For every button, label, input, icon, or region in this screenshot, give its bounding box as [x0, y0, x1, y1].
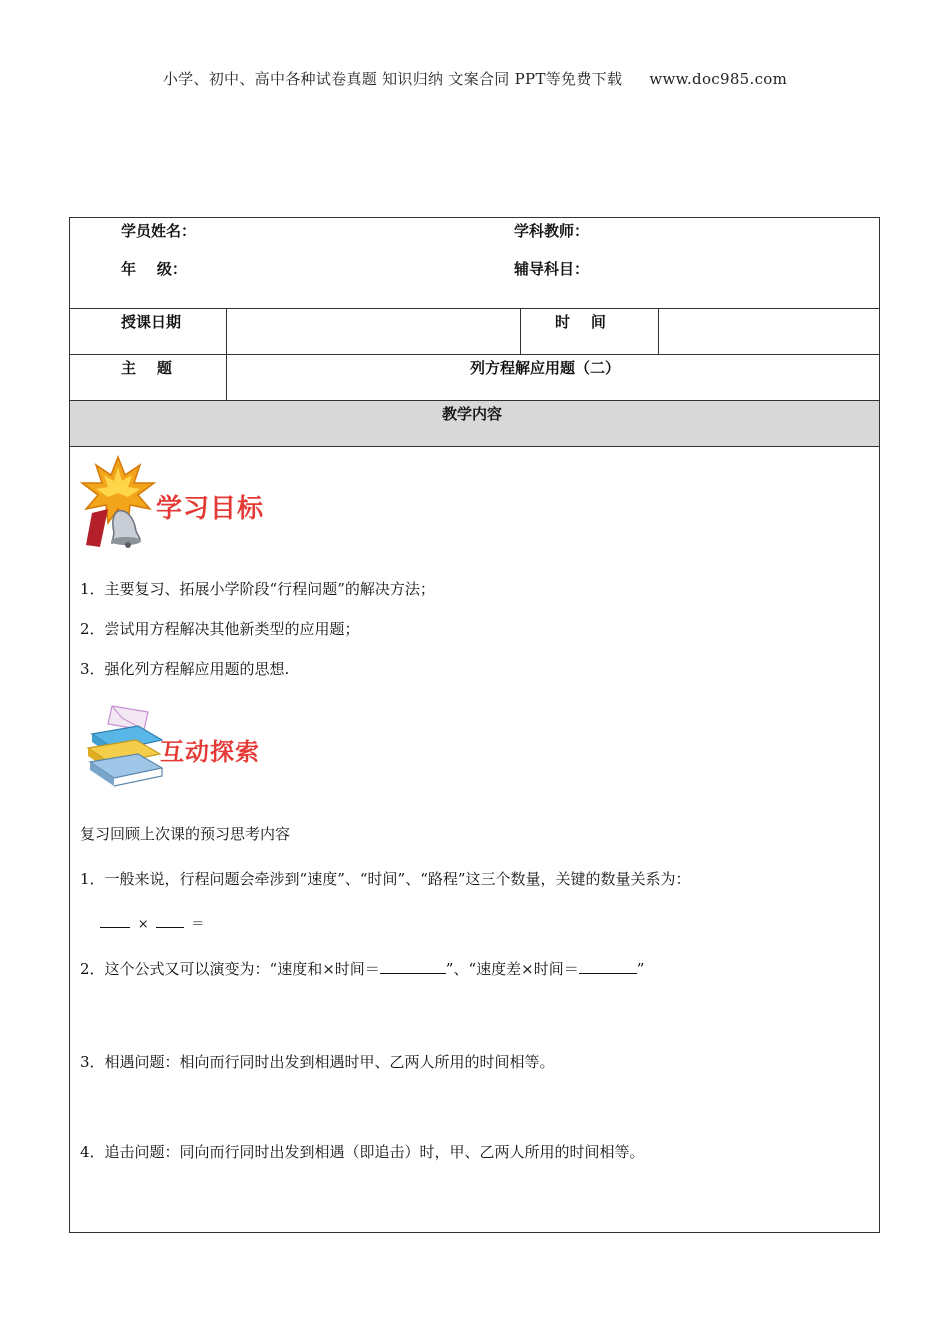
topic-value: 列方程解应用题（二）	[470, 359, 621, 377]
answer-blank[interactable]	[380, 961, 446, 974]
topic-row	[70, 355, 879, 401]
divider	[520, 309, 521, 354]
page-header	[0, 68, 950, 89]
divider	[226, 309, 227, 354]
grade-label: 年 级：	[121, 260, 187, 278]
answer-blank[interactable]	[156, 915, 184, 928]
books-icon	[78, 700, 170, 792]
question-2-part-b: ”、“速度差×时间＝	[445, 960, 579, 978]
explore-title: 互动探索	[160, 738, 260, 766]
teacher-label: 学科教师：	[514, 222, 590, 240]
divider	[226, 355, 227, 400]
subject-label: 辅导科目：	[514, 260, 590, 278]
header-site-text: 小学、初中、高中各种试卷真题 知识归纳 文案合同 PPT等免费下载	[162, 70, 623, 88]
times-sign: ×	[137, 917, 149, 932]
goals-title: 学习目标	[156, 494, 265, 524]
answer-blank[interactable]	[579, 961, 637, 974]
question-3: 3．相遇问题：相向而行同时出发到相遇时甲、乙两人所用的时间相等。	[80, 1053, 555, 1071]
header-url[interactable]: www.doc985.com	[649, 70, 788, 88]
content-header: 教学内容	[442, 405, 503, 423]
goal-item: 2．尝试用方程解决其他新类型的应用题；	[80, 620, 360, 638]
divider	[658, 309, 659, 354]
student-name-label: 学员姓名：	[121, 222, 197, 240]
answer-blank[interactable]	[100, 915, 130, 928]
date-label: 授课日期	[121, 313, 182, 331]
goal-item: 1．主要复习、拓展小学阶段“行程问题”的解决方法；	[80, 580, 435, 598]
goal-item: 3．强化列方程解应用题的思想.	[80, 660, 290, 678]
lesson-sheet	[69, 217, 880, 1233]
question-2-part-c: ”	[636, 960, 645, 978]
topic-label: 主 题	[121, 359, 172, 377]
formula-line	[100, 913, 204, 932]
question-2	[80, 958, 644, 979]
date-row	[70, 309, 879, 355]
question-2-part-a: 2．这个公式又可以演变为：“速度和×时间＝	[80, 960, 380, 978]
info-row	[70, 218, 879, 309]
question-1: 1．一般来说，行程问题会牵涉到“速度”、“时间”、“路程”这三个数量，关键的数量关系为：	[80, 870, 691, 888]
review-intro: 复习回顾上次课的预习思考内容	[80, 825, 291, 843]
time-label: 时 间	[555, 313, 606, 331]
maple-bell-icon	[78, 453, 164, 549]
content-header-row	[70, 401, 879, 447]
question-4: 4．追击问题：同向而行同时出发到相遇（即追击）时，甲、乙两人所用的时间相等。	[80, 1143, 645, 1161]
equals-sign: ＝	[191, 917, 205, 932]
